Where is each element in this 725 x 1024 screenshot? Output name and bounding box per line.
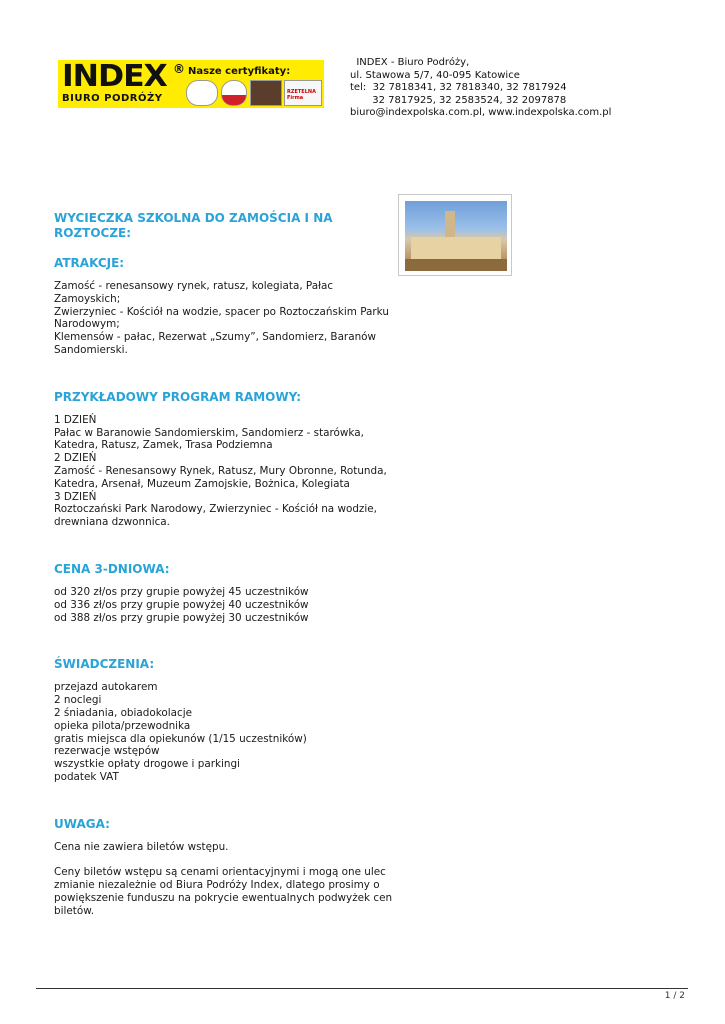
logo-registered-mark: ® — [173, 62, 185, 76]
price-line: od 388 zł/os przy grupie powyżej 30 uczestników — [54, 611, 309, 624]
program-list — [54, 414, 394, 529]
certificates-label: Nasze certyfikaty: — [188, 66, 291, 77]
service-line: przejazd autokarem — [54, 681, 158, 694]
chamber-certificate-badge — [250, 80, 282, 106]
attractions-heading: ATRAKCJE: — [54, 256, 125, 270]
program-line: Roztoczański Park Narodowy, Zwierzyniec - Kościół na wodzie, drewniana dzwonnica. — [54, 503, 377, 529]
company-logo — [58, 60, 324, 108]
program-heading: PRZYKŁADOWY PROGRAM RAMOWY: — [54, 389, 302, 404]
contact-line: tel: 32 7818341, 32 7818340, 32 7817924 — [350, 82, 567, 93]
price-heading: CENA 3-DNIOWA: — [54, 561, 170, 576]
note-paragraph: Cena nie zawiera biletów wstępu. — [54, 840, 229, 853]
note-heading: UWAGA: — [54, 816, 110, 831]
program-line: Zamość - Renesansowy Rynek, Ratusz, Mury Obronne, Rotunda, Katedra, Arsenał, Muzeum Zamojskie, Bożnica, Kolegiata — [54, 464, 387, 490]
services-list — [54, 681, 394, 783]
price-list — [54, 586, 394, 624]
trip-title: WYCIECZKA SZKOLNA DO ZAMOŚCIA I NA ROZTOCZE: — [54, 211, 333, 240]
service-line: opieka pilota/przewodnika — [54, 719, 191, 732]
document-content — [54, 211, 394, 918]
contact-line: ul. Stawowa 5/7, 40-095 Katowice — [350, 69, 520, 81]
attraction-line: Zwierzyniec - Kościół na wodzie, spacer po Roztoczańskim Parku Narodowym; — [54, 305, 389, 331]
polish-flag-badge — [221, 80, 247, 106]
service-line: 2 śniadania, obiadokolacje — [54, 706, 192, 719]
contact-line: INDEX - Biuro Podróży, — [350, 57, 470, 68]
program-line: 3 DZIEŃ — [54, 490, 97, 503]
footer-divider — [36, 988, 688, 989]
program-line: 1 DZIEŃ — [54, 413, 97, 426]
service-line: 2 noclegi — [54, 694, 102, 707]
contact-line: biuro@indexpolska.com.pl, www.indexpolska.com.pl — [350, 107, 612, 118]
logo-brand: INDEX — [62, 60, 167, 94]
service-line: podatek VAT — [54, 770, 119, 783]
attraction-line: Zamość - renesansowy rynek, ratusz, kolegiata, Pałac Zamoyskich; — [54, 280, 334, 305]
service-line: wszystkie opłaty drogowe i parkingi — [54, 758, 240, 771]
attraction-line: Klemensów - pałac, Rezerwat „Szumy”, Sandomierz, Baranów Sandomierski. — [54, 331, 377, 356]
pit-certificate-badge — [186, 80, 218, 106]
service-line: rezerwacje wstępów — [54, 745, 160, 758]
page-number: 1 / 2 — [664, 991, 685, 1001]
price-line: od 336 zł/os przy grupie powyżej 40 uczestników — [54, 598, 309, 611]
note-paragraph: Ceny biletów wstępu są cenami orientacyjnymi i mogą one ulec zmianie niezależnie od Biura Podróży Index, dlatego prosimy o powiększenie funduszu na pokrycie ewentualnych podwyżek cen biletów. — [54, 866, 393, 917]
contact-block — [350, 57, 611, 120]
program-line: Pałac w Baranowie Sandomierskim, Sandomierz - starówka, Katedra, Ratusz, Zamek, Trasa Podziemna — [54, 426, 364, 452]
contact-line: 32 7817925, 32 2583524, 32 2097878 — [350, 94, 567, 106]
services-heading: ŚWIADCZENIA: — [54, 657, 155, 672]
reliable-company-badge: RZETELNA Firma — [284, 80, 322, 106]
service-line: gratis miejsca dla opiekunów (1/15 uczestników) — [54, 732, 307, 745]
price-line: od 320 zł/os przy grupie powyżej 45 uczestników — [54, 585, 309, 598]
zamosc-photo — [398, 194, 512, 276]
logo-subtitle: BIURO PODRÓŻY — [62, 93, 163, 104]
attractions-list — [54, 280, 394, 357]
note-text — [54, 841, 394, 918]
program-line: 2 DZIEŃ — [54, 452, 97, 465]
